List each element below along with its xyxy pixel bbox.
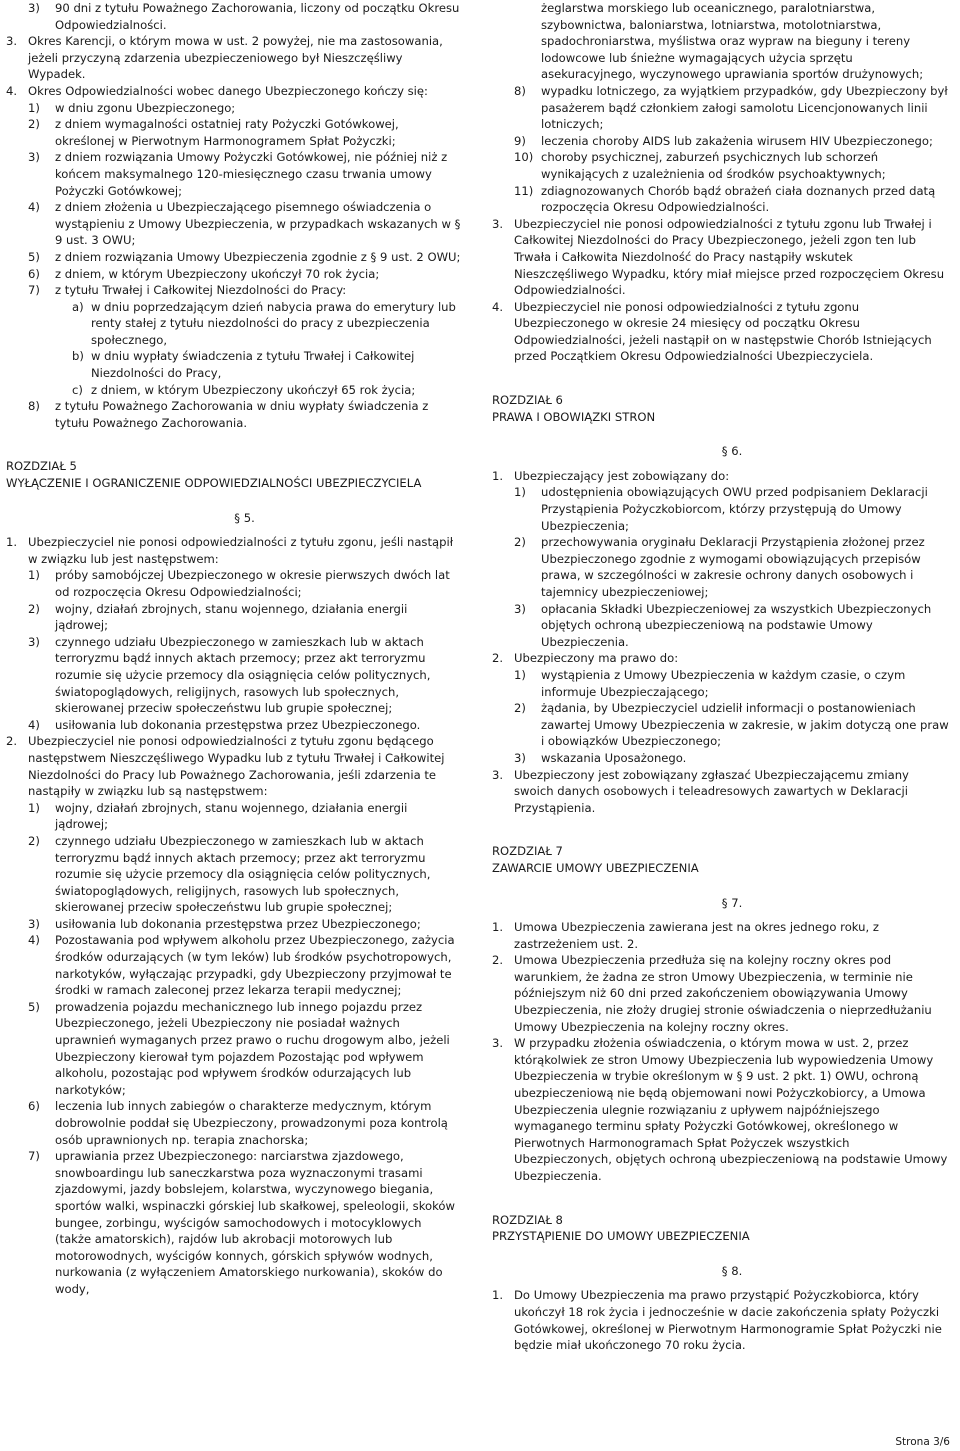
clause-item xyxy=(6,116,461,149)
chapter-6-heading xyxy=(492,392,950,425)
clause-list xyxy=(492,468,950,816)
clause-number: 2. xyxy=(6,734,18,749)
clause-text: uprawiania przez Ubezpieczonego: narciarstwa zjazdowego, snowboardingu lub saneczkarstwa poza wyznaczonymi trasami zjazdowymi, jazdy bobslejem, kolarstwa, wyczynowego biegania, sportów walki, wspinaczki górskiej lub skałkowej, speleologii, skoków bungee, zorbingu, wyścigów samochodowych i motocyklowych (także amatorskich), rajdów lub akrobacji motorowych lub motorowodnych, wyścigów konnych, górskich spływów wodnych, nurkowania (z wyłączeniem Amatorskiego nurkowania), skoków do wody, xyxy=(55,1149,455,1296)
clause-number: 7) xyxy=(28,1149,40,1164)
clause-text: z tytułu Poważnego Zachorowania w dniu wypłaty świadczenia z tytułu Poważnego Zachorowania. xyxy=(55,399,429,430)
left-column xyxy=(6,0,461,1298)
clause-item xyxy=(492,133,950,150)
clause-text: Ubezpieczony jest zobowiązany zgłaszać Ubezpieczającemu zmiany swoich danych osobowych i teleadresowych zawartych w Deklaracji Przystąpienia. xyxy=(514,767,909,815)
clause-text: udostępnienia obowiązujących OWU przed podpisaniem Deklaracji Przystąpienia Pożyczkobiorcom, którzy przystępują do Umowy Ubezpieczenia; xyxy=(541,485,928,533)
clause-number: b) xyxy=(72,349,84,364)
clause-text: w dniu zgonu Ubezpieczonego; xyxy=(55,100,236,115)
clause-list xyxy=(6,0,461,431)
clause-item xyxy=(492,601,950,651)
clause-text: próby samobójczej Ubezpieczonego w okresie pierwszych dwóch lat od rozpoczęcia Okresu Odpowiedzialności; xyxy=(55,568,450,599)
clause-text: z dniem rozwiązania Umowy Pożyczki Gotówkowej, nie później niż z końcem maksymalnego 120-miesięcznego czasu trwania umowy Pożyczki Gotówkowej; xyxy=(55,150,448,198)
clause-number: 1) xyxy=(28,568,40,583)
clause-list xyxy=(492,0,950,365)
clause-text: wojny, działań zbrojnych, stanu wojennego, działania energii jądrowej; xyxy=(55,601,408,633)
clause-number: 2. xyxy=(492,651,504,666)
clause-text: z dniem, w którym Ubezpieczony ukończył 65 rok życia; xyxy=(91,382,416,397)
clause-list xyxy=(492,1287,950,1353)
clause-number: 1. xyxy=(6,535,18,550)
clause-item xyxy=(6,999,461,1099)
clause-item xyxy=(6,634,461,717)
clause-item xyxy=(6,149,461,199)
right-column xyxy=(492,0,950,1354)
clause-text: w dniu poprzedzającym dzień nabycia prawa do emerytury lub renty stałej z tytułu niezdolności do pracy z ubezpieczenia społecznego, xyxy=(91,299,456,347)
clause-text: Umowa Ubezpieczenia przedłuża się na kolejny roczny okres pod warunkiem, że żadna ze stron Umowy Ubezpieczenia, w terminie nie późniejszym niż 60 dni przed zakończeniem obowiązywania Umowy Ubezpieczenia, nie złoży drugiej stronie oświadczenia o nieprzedłużaniu Umowy Ubezpieczenia na kolejny roczny okres. xyxy=(514,953,932,1034)
clause-number: 11) xyxy=(514,183,534,198)
clause-item xyxy=(6,83,461,100)
clause-number: 2) xyxy=(28,833,40,848)
clause-number: 2) xyxy=(28,601,40,616)
clause-item xyxy=(492,468,950,485)
clause-text: opłacania Składki Ubezpieczeniowej za wszystkich Ubezpieczonych objętych ochroną ubezpieczeniową na podstawie Umowy Ubezpieczenia. xyxy=(541,601,932,649)
clause-list xyxy=(6,534,461,1297)
clause-text: Okres Karencji, o którym mowa w ust. 2 powyżej, nie ma zastosowania, jeżeli przyczyną zdarzenia ubezpieczeniowego był Nieszczęśliwy Wypadek. xyxy=(28,34,443,82)
clause-item xyxy=(6,1148,461,1297)
chapter-title: PRZYSTĄPIENIE DO UMOWY UBEZPIECZENIA xyxy=(492,1229,750,1244)
clause-item xyxy=(492,750,950,767)
clause-item xyxy=(492,952,950,1035)
clause-text: Ubezpieczony ma prawo do: xyxy=(514,651,679,666)
clause-text: Ubezpieczyciel nie ponosi odpowiedzialności z tytułu zgonu będącego następstwem Nieszczęśliwego Wypadku lub z tytułu Trwałej i Całkowitej Niezdolności do Pracy lub Poważnego Zachorowania, jeśli zdarzenia te nastąpiły w związku lub są następstwem: xyxy=(28,734,445,799)
chapter-title: ZAWARCIE UMOWY UBEZPIECZENIA xyxy=(492,860,699,875)
clause-number: 3) xyxy=(28,150,40,165)
clause-text: Pozostawania pod wpływem alkoholu przez Ubezpieczonego, zażycia środków odurzających (w tym leków) lub środków psychotropowych, narkotyków, wyłączając przypadki, gdy Ubezpieczony przyjmował te środki w ramach zaleconej przez lekarza terapii medycznej; xyxy=(55,933,455,998)
chapter-7-heading xyxy=(492,843,950,876)
clause-item xyxy=(492,183,950,216)
clause-number: 3) xyxy=(514,601,526,616)
chapter-label: ROZDZIAŁ 7 xyxy=(492,844,563,859)
clause-text: wystąpienia z Umowy Ubezpieczenia w każdym czasie, o czym informuje Ubezpieczającego; xyxy=(541,667,906,699)
clause-number: 6) xyxy=(28,1099,40,1114)
clause-number: 3) xyxy=(514,750,526,765)
clause-number: 1) xyxy=(514,485,526,500)
clause-text: Ubezpieczający jest zobowiązany do: xyxy=(514,468,730,483)
clause-item xyxy=(6,601,461,634)
clause-number: 5) xyxy=(28,999,40,1014)
clause-text: zdiagnozowanych Chorób bądź obrażeń ciała doznanych przed datą rozpoczęcia Okresu Odpowiedzialności. xyxy=(541,183,936,215)
clause-number: 2) xyxy=(28,117,40,132)
clause-item xyxy=(492,650,950,667)
clause-text: usiłowania lub dokonania przestępstwa przez Ubezpieczonego. xyxy=(55,717,421,732)
clause-item xyxy=(492,0,950,83)
clause-number: 3. xyxy=(492,767,504,782)
clause-text: z dniem wymagalności ostatniej raty Pożyczki Gotówkowej, określonej w Pierwotnym Harmonogramem Spłat Pożyczki; xyxy=(55,117,399,148)
clause-text: wskazania Uposażonego. xyxy=(541,750,687,765)
clause-number: c) xyxy=(72,382,83,397)
clause-item xyxy=(6,733,461,799)
clause-text: usiłowania lub dokonania przestępstwa przez Ubezpieczonego; xyxy=(55,916,421,931)
clause-text: z dniem złożenia u Ubezpieczającego pisemnego oświadczenia o wystąpieniu z Umowy Ubezpieczenia, w przypadkach wskazanych w § 9 ust. 3 OWU; xyxy=(55,200,461,248)
clause-item xyxy=(492,767,950,817)
chapter-title: PRAWA I OBOWIĄZKI STRON xyxy=(492,409,656,424)
clause-item xyxy=(492,484,950,534)
clause-item xyxy=(492,83,950,133)
clause-item xyxy=(492,700,950,750)
clause-item xyxy=(492,216,950,299)
clause-item xyxy=(6,567,461,600)
clause-text: Ubezpieczyciel nie ponosi odpowiedzialności z tytułu zgonu, jeśli nastąpił w związku lub jest następstwem: xyxy=(28,535,454,566)
clause-item xyxy=(6,932,461,998)
clause-number: 1) xyxy=(514,667,526,682)
clause-number: 3) xyxy=(28,916,40,931)
clause-number: 6) xyxy=(28,266,40,281)
clause-text: z dniem rozwiązania Umowy Ubezpieczenia zgodnie z § 9 ust. 2 OWU; xyxy=(55,249,461,264)
clause-item xyxy=(6,916,461,933)
clause-item xyxy=(6,833,461,916)
clause-text: wypadku lotniczego, za wyjątkiem przypadków, gdy Ubezpieczony był pasażerem bądź członkiem załogi samolotu Licencjonowanych linii lotniczych; xyxy=(541,83,948,132)
clause-item xyxy=(492,1287,950,1353)
clause-list xyxy=(492,919,950,1185)
clause-number: 1. xyxy=(492,920,504,935)
clause-number: 4) xyxy=(28,200,40,215)
clause-item xyxy=(6,398,461,431)
clause-number: 4. xyxy=(492,299,504,314)
clause-text: Ubezpieczyciel nie ponosi odpowiedzialności z tytułu zgonu Ubezpieczonego w okresie 24 miesięcy od początku Okresu Odpowiedzialności, jeżeli nastąpił on w następstwie Chorób Istniejących przed Początkiem Okresu Odpowiedzialności Ubezpieczyciela. xyxy=(514,299,932,364)
clause-text: w dniu wypłaty świadczenia z tytułu Trwałej i Całkowitej Niezdolności do Pracy, xyxy=(91,349,415,381)
clause-text: z tytułu Trwałej i Całkowitej Niezdolności do Pracy: xyxy=(55,283,347,298)
clause-number: 10) xyxy=(514,150,534,165)
clause-number: 8) xyxy=(28,399,40,414)
clause-item xyxy=(6,348,461,381)
clause-number: 2. xyxy=(492,953,504,968)
clause-item xyxy=(6,33,461,83)
section-number: § 8. xyxy=(721,1263,743,1278)
clause-item xyxy=(492,534,950,600)
section-number: § 5. xyxy=(234,510,255,525)
clause-text: leczenia lub innych zabiegów o charakterze medycznym, którym dobrowolnie poddał się Ubezpieczony, prowadzonymi poza kontrolą osób uprawnionych np. terapia znachorska; xyxy=(55,1099,448,1147)
chapter-label: ROZDZIAŁ 6 xyxy=(492,393,563,408)
clause-text: czynnego udziału Ubezpieczonego w zamieszkach lub w aktach terroryzmu bądź innych aktach przemocy; przez akt terroryzmu rozumie się użycie przemocy dla osiągnięcia celów politycznych, światopoglądowych, religijnych, rasowych lub społecznych, skierowanej przeciw społeczeństwu lub grupie społecznej; xyxy=(55,634,431,716)
clause-item xyxy=(6,282,461,299)
section-number: § 7. xyxy=(721,895,743,910)
clause-text: żądania, by Ubezpieczyciel udzielił informacji o postanowieniach zawartej Umowy Ubezpieczenia w zakresie, w jakim dotyczą one praw i obowiązków Ubezpieczonego; xyxy=(541,701,949,749)
clause-text: Do Umowy Ubezpieczenia ma prawo przystąpić Pożyczkobiorca, który ukończył 18 rok życia i jednocześnie w dacie zakończenia spłaty Pożyczki Gotówkowej, określonej w Pierwotnym Harmonogramie Spłat Pożyczki nie będzie miał ukończonego 70 roku życia. xyxy=(514,1288,942,1353)
clause-text: prowadzenia pojazdu mechanicznego lub innego pojazdu przez Ubezpieczonego, jeżeli Ubezpieczony nie posiadał ważnych uprawnień wymaganych przez prawo o ruchu drogowym albo, jeżeli Ubezpieczony kierował tym pojazdem Pozostając pod wpływem alkoholu, pozostając pod wpływem środków odurzających lub narkotyków; xyxy=(55,999,450,1097)
clause-number: 3. xyxy=(492,1036,504,1051)
clause-item xyxy=(6,100,461,117)
clause-number: 1. xyxy=(492,1288,504,1303)
chapter-label: ROZDZIAŁ 5 xyxy=(6,459,77,474)
clause-number: 4) xyxy=(28,717,40,732)
clause-text: z dniem, w którym Ubezpieczony ukończył 70 rok życia; xyxy=(55,266,380,281)
chapter-title: WYŁĄCZENIE I OGRANICZENIE ODPOWIEDZIALNOŚCI UBEZPIECZYCIELA xyxy=(6,476,422,491)
clause-number: 1. xyxy=(492,468,504,483)
clause-text: W przypadku złożenia oświadczenia, o którym mowa w ust. 2, przez którąkolwiek ze stron Umowy Ubezpieczenia lub wypowiedzenia Umowy Ubezpieczenia w trybie określonym w § 9 ust. 2 pkt. 1) OWU, ochroną ubezpieczeniową nie będą objemowani nowi Pożyczkobiorcy, a Umowa Ubezpieczenia ulegnie rozwiązaniu z upływem najpóźniejszego wymaganego terminu spłaty Pożyczki Gotówkowej, określonego w Pierwotnych Harmonogramach Spłat Pożyczek wszystkich Ubezpieczonych, objętych ochroną ubezpieczeniową na podstawie Umowy Ubezpieczenia. xyxy=(514,1036,948,1183)
clause-number: 9) xyxy=(514,133,526,148)
clause-number: 3) xyxy=(28,634,40,649)
clause-item xyxy=(6,534,461,567)
clause-item xyxy=(492,1035,950,1184)
clause-number: 8) xyxy=(514,83,526,98)
clause-text: wojny, działań zbrojnych, stanu wojennego, działania energii jądrowej; xyxy=(55,800,408,832)
clause-number: 3. xyxy=(6,34,18,49)
chapter-label: ROZDZIAŁ 8 xyxy=(492,1212,563,1227)
clause-number: 4. xyxy=(6,83,18,98)
clause-number: 7) xyxy=(28,283,40,298)
clause-item xyxy=(6,717,461,734)
clause-number: 3) xyxy=(28,1,40,15)
clause-item xyxy=(6,266,461,283)
clause-number: 1) xyxy=(28,800,40,815)
section-number: § 6. xyxy=(721,444,743,459)
clause-number: 2) xyxy=(514,701,526,716)
clause-text: Okres Odpowiedzialności wobec danego Ubezpieczonego kończy się: xyxy=(28,83,428,98)
chapter-5-heading xyxy=(6,458,461,491)
clause-item xyxy=(492,919,950,952)
clause-item xyxy=(6,249,461,266)
clause-item xyxy=(6,199,461,249)
clause-number: 1) xyxy=(28,100,40,115)
clause-number: a) xyxy=(72,299,84,314)
clause-number: 4) xyxy=(28,933,40,948)
clause-text: przechowywania oryginału Deklaracji Przystąpienia złożonej przez Ubezpieczonego zgodnie z wymogami obowiązujących przepisów prawa, w szczególności w zakresie ochrony danych osobowych i tajemnicy ubezpieczeniowej; xyxy=(541,535,925,599)
clause-item xyxy=(492,299,950,365)
clause-item xyxy=(6,1098,461,1148)
clause-text: czynnego udziału Ubezpieczonego w zamieszkach lub w aktach terroryzmu bądź innych aktach przemocy; przez akt terroryzmu rozumie się użycie przemocy dla osiągnięcia celów politycznych, światopoglądowych, religijnych, rasowych lub społecznych, skierowanej przeciw społeczeństwu lub grupie społecznej; xyxy=(55,833,431,915)
clause-text: żeglarstwa morskiego lub oceanicznego, paralotniarstwa, szybownictwa, baloniarstwa, lotniarstwa, motolotniarstwa, spadochroniarstwa, myślistwa oraz wypraw na bieguny i tereny lodowcowe lub śnieżne wymagających użycia sprzętu asekuracyjnego, wyczynowego uprawiania sportów drużynowych; xyxy=(541,1,924,82)
clause-text: leczenia choroby AIDS lub zakażenia wirusem HIV Ubezpieczonego; xyxy=(541,133,933,148)
clause-number: 3. xyxy=(492,216,504,231)
clause-text: Umowa Ubezpieczenia zawierana jest na okres jednego roku, z zastrzeżeniem ust. 2. xyxy=(514,920,879,951)
clause-number: 2) xyxy=(514,535,526,550)
clause-item xyxy=(492,149,950,182)
clause-text: choroby psychicznej, zaburzeń psychicznych lub schorzeń wynikających z uzależnienia od środków psychoaktywnych; xyxy=(541,150,886,181)
chapter-8-heading xyxy=(492,1212,950,1245)
clause-item xyxy=(492,667,950,700)
clause-item xyxy=(6,382,461,399)
clause-number: 5) xyxy=(28,249,40,264)
clause-item xyxy=(6,0,461,33)
clause-item xyxy=(6,800,461,833)
clause-text: 90 dni z tytułu Poważnego Zachorowania, liczony od początku Okresu Odpowiedzialności. xyxy=(55,1,460,32)
clause-text: Ubezpieczyciel nie ponosi odpowiedzialności z tytułu zgonu lub Trwałej i Całkowitej Niezdolności do Pracy Ubezpieczonego, jeżeli zgon ten lub Trwała i Całkowita Niezdolność do Pracy nastąpiły wskutek Nieszczęśliwego Wypadku, który miał miejsce przed rozpoczęciem Okresu Odpowiedzialności. xyxy=(514,216,945,298)
clause-item xyxy=(6,299,461,349)
page-number: Strona 3/6 xyxy=(895,1436,950,1448)
